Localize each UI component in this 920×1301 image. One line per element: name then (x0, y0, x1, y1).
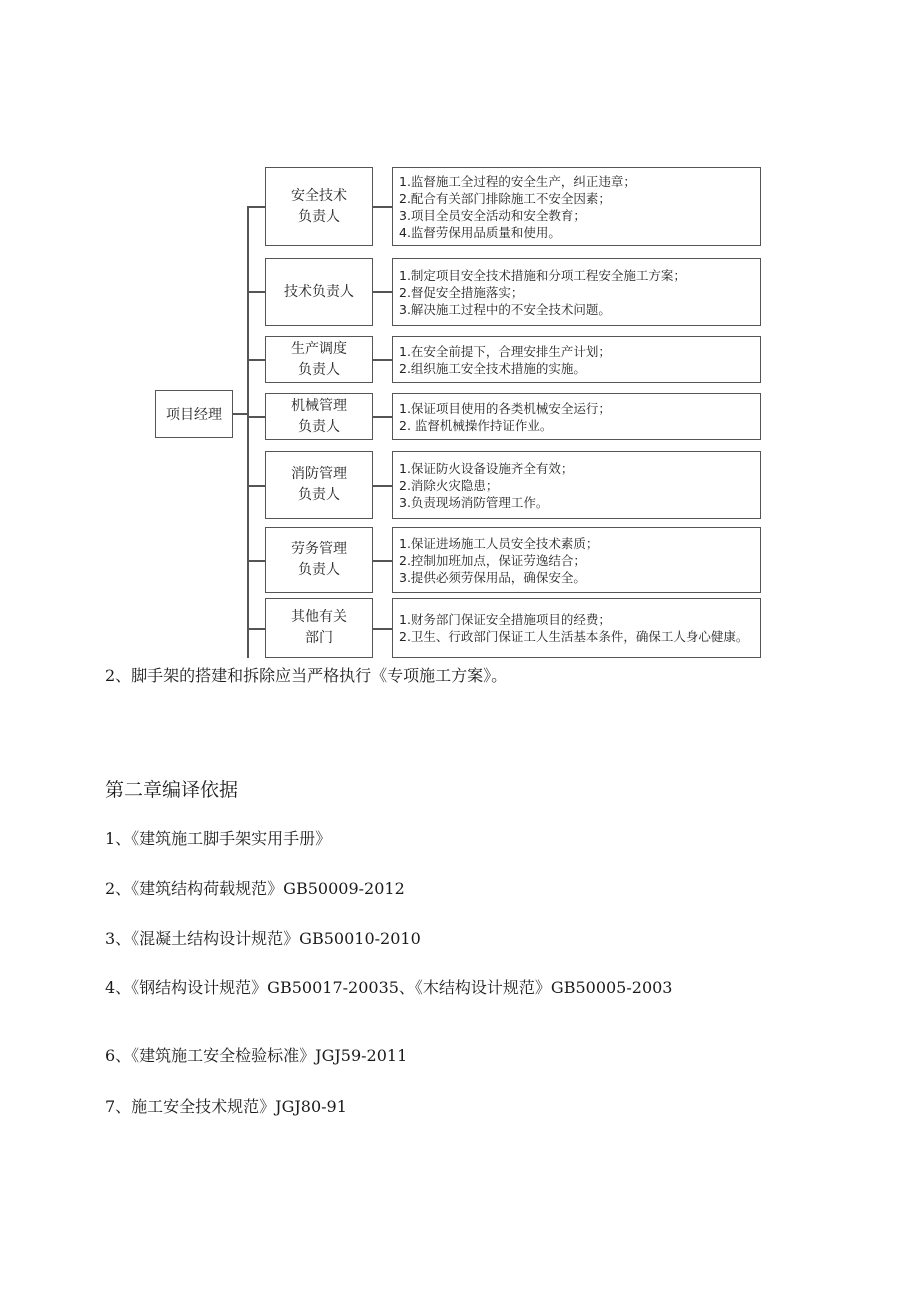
duty-line: 1.保证防火设备设施齐全有效； (399, 460, 574, 476)
connector-duty (373, 560, 392, 562)
duty-box-production (392, 336, 761, 383)
duty-line: 2.组织施工安全技术措施的实施。 (399, 360, 586, 376)
role-label: 生产调度 负责人 (291, 340, 347, 378)
connector-branch (247, 628, 265, 630)
root-box-project-manager (155, 390, 233, 438)
connector-duty (373, 416, 392, 418)
duty-line: 2.消除火灾隐患； (399, 477, 499, 493)
duty-line: 2.控制加班加点，保证劳逸结合； (399, 552, 586, 568)
connector-duty (373, 359, 392, 361)
duty-line: 1.保证进场施工人员安全技术素质； (399, 535, 599, 551)
role-label: 消防管理 负责人 (291, 466, 347, 503)
root-label: 项目经理 (166, 407, 222, 423)
item-2-scaffold: 2、脚手架的搭建和拆除应当严格执行《专项施工方案》。 (105, 666, 508, 685)
role-box-production (265, 336, 373, 383)
duty-box-machinery (392, 393, 761, 440)
chapter-heading: 第二章编译依据 (105, 779, 239, 801)
reference-item: 6、《建筑施工安全检验标准》JGJ59-2011 (105, 1046, 408, 1065)
connector-root (233, 413, 248, 415)
duty-line: 4.监督劳保用品质量和使用。 (399, 224, 561, 240)
duty-line: 2. 监督机械操作持证作业。 (399, 417, 553, 433)
reference-item: 3、《混凝土结构设计规范》GB50010-2010 (105, 929, 421, 948)
duty-line: 3.负责现场消防管理工作。 (399, 494, 549, 510)
role-box-fire (265, 451, 373, 519)
reference-item: 1、《建筑施工脚手架实用手册》 (105, 829, 332, 848)
duty-line: 2.卫生、行政部门保证工人生活基本条件，确保工人身心健康。 (399, 629, 749, 644)
duty-box-safety-tech (392, 167, 761, 246)
connector-branch (247, 291, 265, 293)
connector-duty (373, 291, 392, 293)
duty-box-labor (392, 527, 761, 593)
connector-duty (373, 485, 392, 487)
duty-line: 3.项目全员安全活动和安全教育； (399, 207, 586, 223)
role-box-machinery (265, 393, 373, 440)
connector-branch (247, 416, 265, 418)
duty-box-technical (392, 258, 761, 326)
reference-item: 4、《钢结构设计规范》GB50017-20035、《木结构设计规范》GB50005-2003 (105, 978, 673, 997)
connector-branch (247, 206, 265, 208)
connector-branch (247, 485, 265, 487)
role-box-safety-tech (265, 167, 373, 246)
role-label: 安全技术 负责人 (291, 187, 347, 225)
role-box-other-departments (265, 598, 373, 658)
duty-line: 1.监督施工全过程的安全生产，纠正违章； (399, 173, 636, 189)
duty-line: 1.保证项目使用的各类机械安全运行； (399, 400, 611, 416)
role-label: 劳务管理 负责人 (291, 541, 347, 578)
reference-item: 2、《建筑结构荷载规范》GB50009-2012 (105, 879, 405, 898)
role-label: 机械管理 负责人 (291, 397, 347, 435)
reference-item: 7、施工安全技术规范》JGJ80-91 (105, 1097, 347, 1116)
role-label: 技术负责人 (284, 283, 354, 300)
connector-branch (247, 359, 265, 361)
duty-line: 2.督促安全措施落实； (399, 284, 524, 300)
role-label: 其他有关 部门 (291, 609, 347, 646)
connector-duty (373, 628, 392, 630)
connector-spine (247, 206, 249, 658)
duty-line: 2.配合有关部门排除施工不安全因素； (399, 190, 611, 206)
connector-branch (247, 560, 265, 562)
connector-duty (373, 206, 392, 208)
duty-box-fire (392, 451, 761, 519)
duty-line: 3.解决施工过程中的不安全技术问题。 (399, 301, 611, 317)
duty-line: 1.财务部门保证安全措施项目的经费； (399, 612, 611, 627)
role-box-technical (265, 258, 373, 326)
role-box-labor (265, 527, 373, 593)
duty-line: 1.在安全前提下，合理安排生产计划； (399, 343, 611, 359)
duty-line: 1.制定项目安全技术措施和分项工程安全施工方案； (399, 267, 686, 283)
duty-box-other-departments (392, 598, 761, 658)
duty-line: 3.提供必须劳保用品，确保安全。 (399, 569, 586, 585)
